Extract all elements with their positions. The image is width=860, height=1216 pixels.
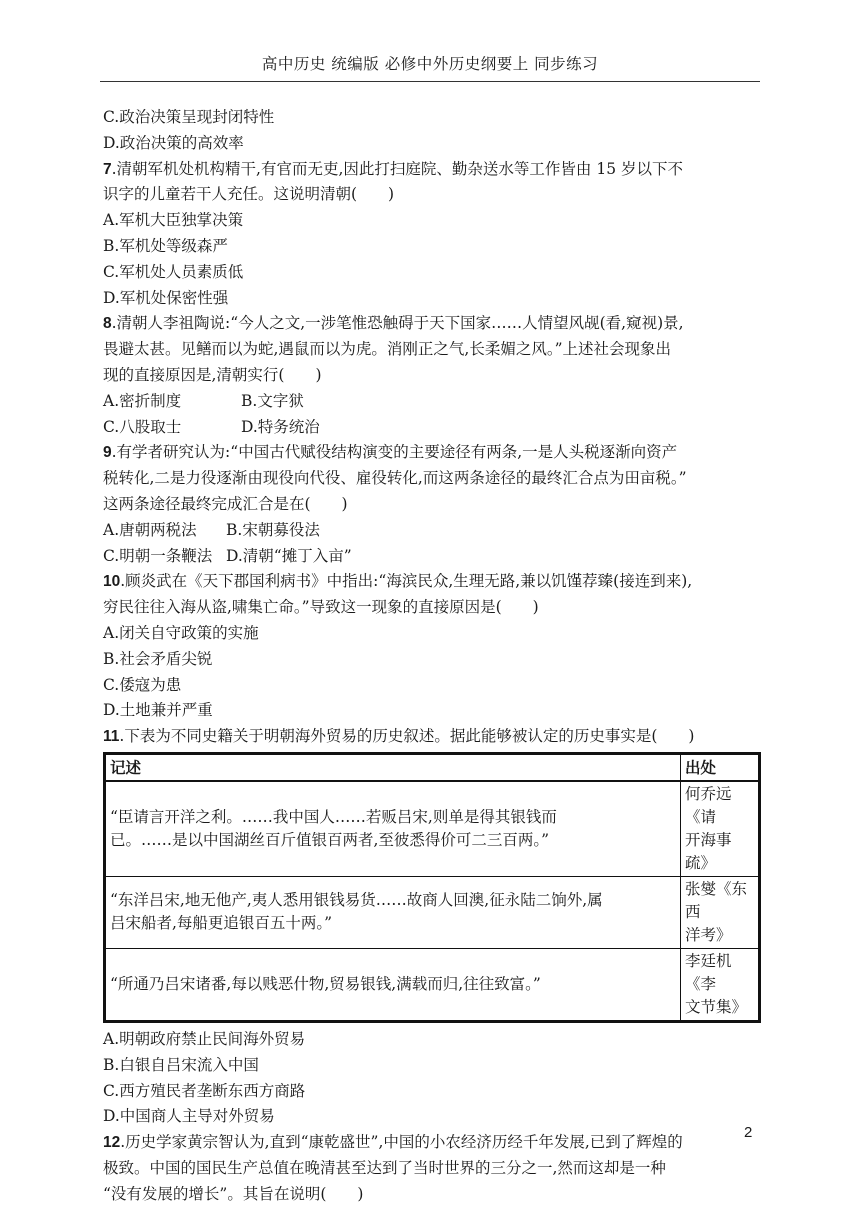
table-cell-source: 李廷机《李 文节集》 <box>681 948 760 1021</box>
source-table <box>103 752 761 1023</box>
table-row <box>105 948 760 1021</box>
table-header-source: 出处 <box>681 753 760 781</box>
q10-option-c: C.倭寇为患 <box>103 675 182 694</box>
table-cell-record: “东洋吕宋,地无他产,夷人悉用银钱易货……故商人回澳,征永陆二饷外,属 吕宋船者,每船更追银百五十两。” <box>105 876 681 948</box>
q6-option-c: C.政治决策呈现封闭特性 <box>103 108 275 126</box>
q8-option-a: A.密折制度 <box>103 391 182 410</box>
page-number: 2 <box>744 1124 753 1141</box>
page-header: 高中历史 统编版 必修中外历史纲要上 同步练习 <box>261 55 599 73</box>
q9-number: 9 <box>103 444 112 462</box>
q12-number: 12 <box>103 1134 121 1152</box>
q10-number: 10 <box>103 573 121 591</box>
q7-stem-line-1: 7.清朝军机处机构精干,有官而无吏,因此打扫庭院、勤杂送水等工作皆由 15 岁以下不 <box>103 159 683 178</box>
q8-option-b: B.文字狱 <box>241 391 304 410</box>
q7-option-a: A.军机大臣独掌决策 <box>103 211 244 230</box>
header-divider <box>100 81 760 82</box>
q10-option-d: D.土地兼并严重 <box>103 701 213 720</box>
q7-stem-line-2: 识字的儿童若干人充任。这说明清朝( ) <box>103 185 395 204</box>
q8-option-c: C.八股取士 <box>103 417 182 436</box>
q9-option-c: C.明朝一条鞭法 <box>103 546 213 565</box>
q10-option-b: B.社会矛盾尖锐 <box>103 649 213 668</box>
q7-option-d: D.军机处保密性强 <box>103 288 229 307</box>
q10-stem-line-2: 穷民往往入海从盗,啸集亡命。”导致这一现象的直接原因是( ) <box>103 598 539 617</box>
q12-stem-line-3: “没有发展的增长”。其旨在说明( ) <box>103 1184 364 1203</box>
table-cell-source: 张燮《东西 洋考》 <box>681 876 760 948</box>
q8-number: 8 <box>103 315 112 333</box>
q11-option-a: A.明朝政府禁止民间海外贸易 <box>103 1029 306 1048</box>
q11-option-d: D.中国商人主导对外贸易 <box>103 1107 275 1126</box>
q12-stem-line-2: 极致。中国的国民生产总值在晚清甚至达到了当时世界的三分之一,然而这却是一种 <box>103 1158 666 1177</box>
q9-stem-line-3: 这两条途径最终完成汇合是在( ) <box>103 494 348 513</box>
q11-option-b: B.白银自吕宋流入中国 <box>103 1055 259 1074</box>
q9-option-a: A.唐朝两税法 <box>103 520 197 539</box>
q8-options-row-1 <box>103 389 763 415</box>
q8-option-d: D.特务统治 <box>241 417 320 436</box>
table-row <box>105 876 760 948</box>
q8-stem-line-3: 现的直接原因是,清朝实行( ) <box>103 365 322 384</box>
table-cell-record: “所通乃吕宋诸番,每以贱恶什物,贸易银钱,满载而归,往往致富。” <box>105 948 681 1021</box>
q6-option-d: D.政治决策的高效率 <box>103 133 244 152</box>
table-row <box>105 781 760 877</box>
q11-stem-line-1: 11.下表为不同史籍关于明朝海外贸易的历史叙述。据此能够被认定的历史事实是( ) <box>103 727 695 746</box>
q10-stem-line-1: 10.顾炎武在《天下郡国利病书》中指出:“海滨民众,生理无路,兼以饥馑荐臻(接连到来), <box>103 572 693 591</box>
q9-stem-line-2: 税转化,二是力役逐渐由现役向代役、雇役转化,而这两条途径的最终汇合点为田亩税。” <box>103 469 687 488</box>
q11-option-c: C.西方殖民者垄断东西方商路 <box>103 1081 306 1100</box>
table-cell-record: “臣请言开洋之利。……我中国人……若贩吕宋,则单是得其银钱而 已。……是以中国湖丝百斤值银百两者,至彼悉得价可二三百两。” <box>105 781 681 877</box>
q9-options-row-2 <box>103 544 763 570</box>
q7-option-c: C.军机处人员素质低 <box>103 262 244 281</box>
q7-number: 7 <box>103 160 112 178</box>
q9-option-b: B.宋朝募役法 <box>226 520 320 539</box>
table-cell-source: 何乔远《请 开海事疏》 <box>681 781 760 877</box>
q9-stem-line-1: 9.有学者研究认为:“中国古代赋役结构演变的主要途径有两条,一是人头税逐渐向资产 <box>103 443 678 462</box>
q8-stem-line-2: 畏避太甚。见鳝而以为蛇,遇鼠而以为虎。消刚正之气,长柔媚之风。”上述社会现象出 <box>103 340 672 359</box>
q10-option-a: A.闭关自守政策的实施 <box>103 623 259 642</box>
q8-options-row-2 <box>103 415 763 441</box>
q9-options-row-1 <box>103 518 763 544</box>
q11-number: 11 <box>103 728 120 746</box>
document-body <box>103 105 763 1208</box>
table-header-row <box>105 753 760 781</box>
q7-option-b: B.军机处等级森严 <box>103 236 228 255</box>
q9-option-d: D.清朝“摊丁入亩” <box>226 546 352 565</box>
q12-stem-line-1: 12.历史学家黄宗智认为,直到“康乾盛世”,中国的小农经济历经千年发展,已到了辉煌的 <box>103 1133 683 1152</box>
table-header-record: 记述 <box>105 753 681 781</box>
q8-stem-line-1: 8.清朝人李祖陶说:“今人之文,一涉笔惟恐触碍于天下国家……人情望风觇(看,窥视)景, <box>103 314 684 333</box>
